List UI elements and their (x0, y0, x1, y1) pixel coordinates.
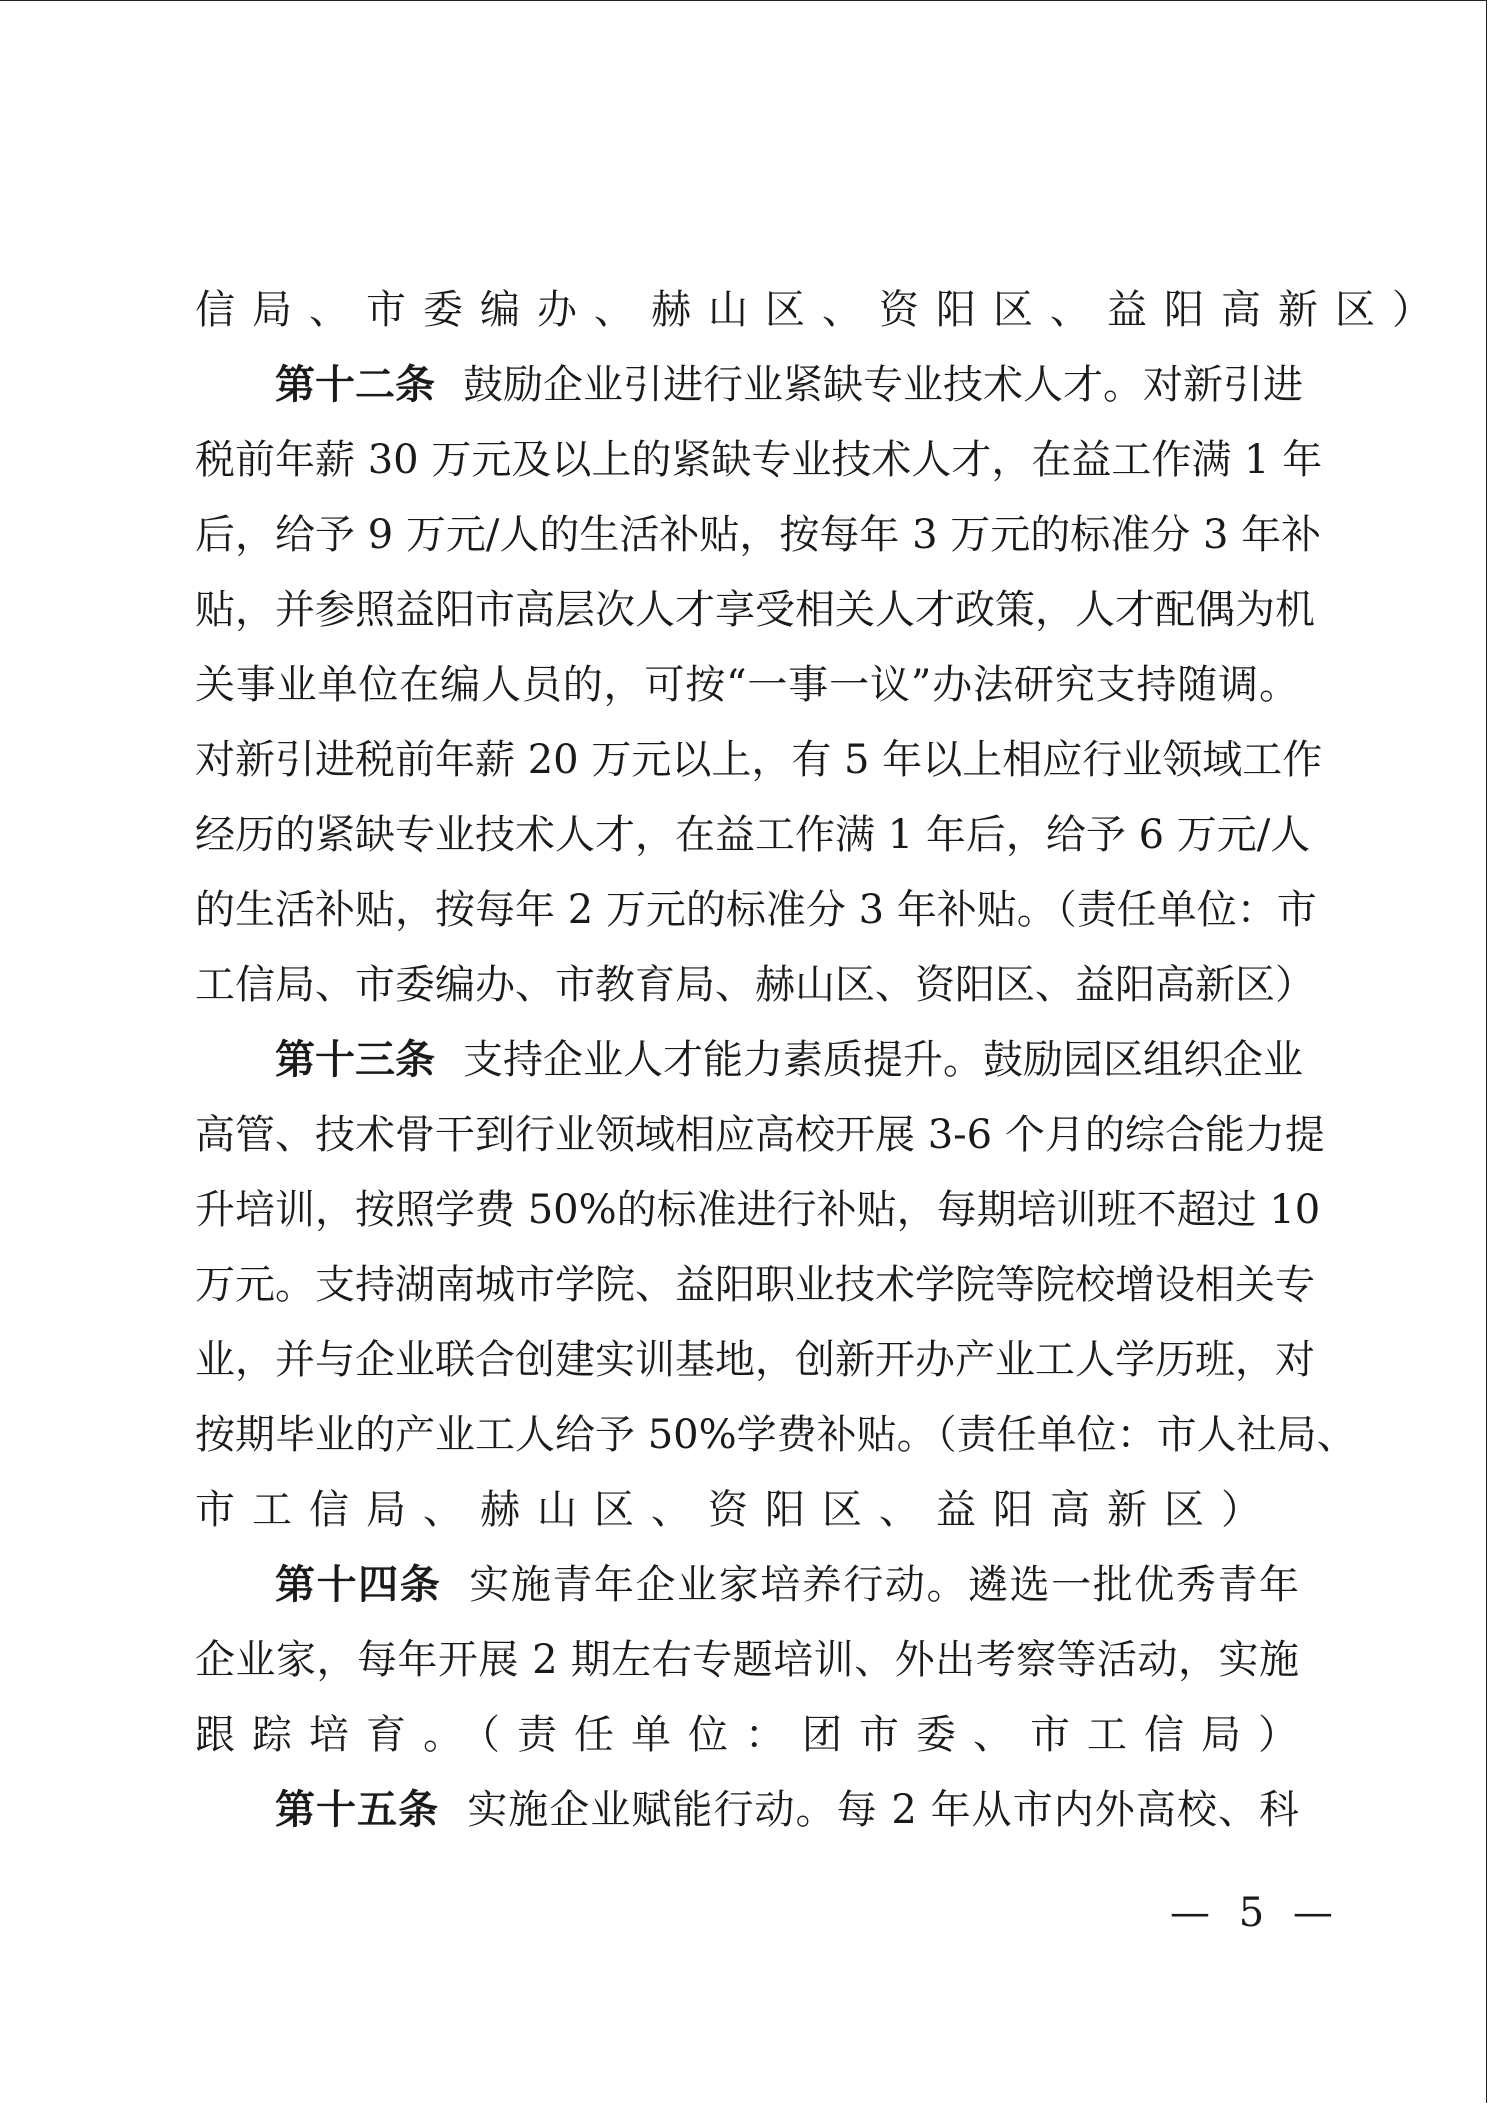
text-line (195, 1173, 1321, 1248)
line-text: 鼓励企业引进行业紧缺专业技术人才。对新引进 (463, 362, 1303, 408)
line-text: 实施青年企业家培养行动。遴选一批优秀青年 (469, 1562, 1300, 1608)
text-line (195, 1473, 1299, 1548)
text-line (195, 798, 1311, 873)
text-line (195, 648, 1299, 723)
text-line (195, 498, 1322, 573)
text-line (195, 723, 1323, 798)
line-text: 支持企业人才能力素质提升。鼓励园区组织企业 (463, 1037, 1303, 1083)
text-line (195, 1023, 1303, 1098)
line-text: 实施企业赋能行动。每 2 年从市内外高校、科 (467, 1787, 1299, 1833)
text-line (195, 1698, 1315, 1773)
text-line (195, 1248, 1315, 1323)
line-text: 跟踪培育。（责任单位：团市委、市工信局） (195, 1712, 1315, 1758)
text-line (195, 1098, 1325, 1173)
text-line (195, 948, 1315, 1023)
line-text: 关事业单位在编人员的，可按“一事一议”办法研究支持随调。 (195, 662, 1299, 708)
text-line (195, 423, 1323, 498)
line-text: 信局、市委编办、赫山区、资阳区、益阳高新区） (195, 287, 1449, 333)
article-heading: 第十二条 (275, 362, 435, 408)
line-text: 的生活补贴，按每年 2 万元的标准分 3 年补贴。（责任单位：市 (195, 887, 1317, 933)
line-text: 企业家，每年开展 2 期左右专题培训、外出考察等活动，实施 (195, 1637, 1299, 1683)
line-text: 税前年薪 30 万元及以上的紧缺专业技术人才，在益工作满 1 年 (195, 437, 1323, 483)
text-line (195, 1398, 1357, 1473)
text-line (195, 1323, 1315, 1398)
page-number: — 5 — (1170, 1890, 1341, 1936)
line-text: 后，给予 9 万元/人的生活补贴，按每年 3 万元的标准分 3 年补 (195, 512, 1322, 558)
article-heading: 第十四条 (275, 1562, 442, 1608)
article-heading: 第十三条 (275, 1037, 435, 1083)
document-body (195, 273, 1449, 1848)
article-heading: 第十五条 (275, 1787, 440, 1833)
line-text: 升培训，按照学费 50%的标准进行补贴，每期培训班不超过 10 (195, 1187, 1321, 1233)
line-text: 经历的紧缺专业技术人才，在益工作满 1 年后，给予 6 万元/人 (195, 812, 1311, 858)
line-text: 贴，并参照益阳市高层次人才享受相关人才政策，人才配偶为机 (195, 587, 1315, 633)
line-text: 高管、技术骨干到行业领域相应高校开展 3-6 个月的综合能力提 (195, 1112, 1325, 1158)
line-text: 对新引进税前年薪 20 万元以上，有 5 年以上相应行业领域工作 (195, 737, 1323, 783)
line-text: 按期毕业的产业工人给予 50%学费补贴。（责任单位：市人社局、 (195, 1412, 1357, 1458)
line-text: 工信局、市委编办、市教育局、赫山区、资阳区、益阳高新区） (195, 962, 1315, 1008)
line-text: 万元。支持湖南城市学院、益阳职业技术学院等院校增设相关专 (195, 1262, 1315, 1308)
line-text: 业，并与企业联合创建实训基地，创新开办产业工人学历班，对 (195, 1337, 1315, 1383)
text-line (195, 573, 1315, 648)
text-line (195, 1548, 1299, 1623)
text-line (195, 1773, 1299, 1848)
text-line (195, 273, 1449, 348)
line-text: 市工信局、赫山区、资阳区、益阳高新区） (195, 1487, 1278, 1533)
text-line (195, 1623, 1299, 1698)
text-line (195, 348, 1303, 423)
text-line (195, 873, 1317, 948)
